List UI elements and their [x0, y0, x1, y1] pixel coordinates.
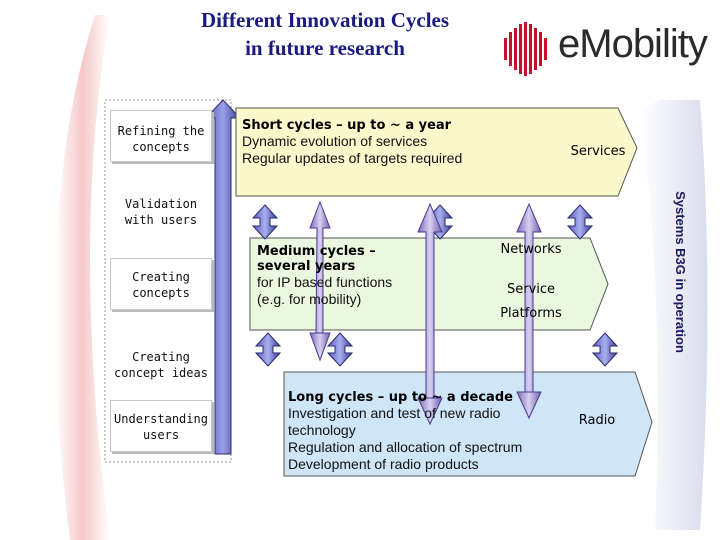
emobility-logo	[496, 12, 706, 82]
double-arrow-6	[593, 333, 617, 366]
short-cycle-line-1: Dynamic evolution of services	[242, 133, 428, 149]
long-cycle-line-2: technology	[288, 422, 356, 438]
short-cycle-right-label: Services	[570, 144, 626, 159]
stage-label: Understanding users	[114, 412, 208, 442]
medium-cycle-line-2: (e.g. for mobility)	[257, 291, 362, 307]
long-cycle-right-label: Radio	[578, 413, 616, 428]
tall-arrow-right	[517, 204, 541, 392]
short-cycle-text	[242, 118, 562, 167]
stage-label: Creating concept ideas	[114, 350, 208, 380]
page-title	[150, 6, 500, 62]
stage-understanding-users	[110, 400, 212, 452]
double-arrow-4	[256, 333, 280, 366]
long-cycle-title: Long cycles – up to ~ a decade	[288, 390, 513, 405]
medium-cycle-platforms: Platforms	[500, 306, 562, 321]
medium-cycle-networks: Networks	[500, 242, 562, 257]
stage-creating-concepts	[110, 258, 212, 310]
long-cycle-line-1: Investigation and test of new radio	[288, 405, 501, 421]
double-arrow-5	[328, 333, 352, 366]
long-cycle-line-3: Regulation and allocation of spectrum	[288, 439, 523, 455]
medium-cycle-line-1: for IP based functions	[257, 274, 393, 290]
logo-text: eMobility	[558, 22, 707, 66]
stage-validation-users	[110, 196, 212, 230]
title-line-1: Different Innovation Cycles	[200, 8, 450, 32]
double-arrow-1	[253, 205, 277, 239]
stage-refining-concepts	[110, 110, 212, 162]
stage-label: Refining the concepts	[117, 124, 205, 154]
long-cycle-text	[288, 390, 588, 473]
stage-creating-concept-ideas	[110, 349, 212, 383]
stage-label: Creating concepts	[132, 270, 190, 300]
medium-cycle-title-1: Medium cycles –	[257, 244, 376, 259]
short-cycle-title: Short cycles – up to ~ a year	[242, 118, 452, 133]
stage-label: Validation with users	[124, 197, 198, 227]
logo-mark-icon	[500, 18, 560, 78]
medium-cycle-service: Service	[506, 282, 556, 297]
double-arrow-3	[568, 205, 592, 239]
long-cycle-line-4: Development of radio products	[288, 456, 479, 472]
title-line-2: in future research	[245, 36, 405, 60]
medium-cycle-text	[257, 244, 457, 308]
medium-cycle-title-2: several years	[257, 259, 356, 274]
side-label-systems: Systems B3G in operation	[673, 191, 688, 353]
short-cycle-line-2: Regular updates of targets required	[242, 150, 463, 166]
